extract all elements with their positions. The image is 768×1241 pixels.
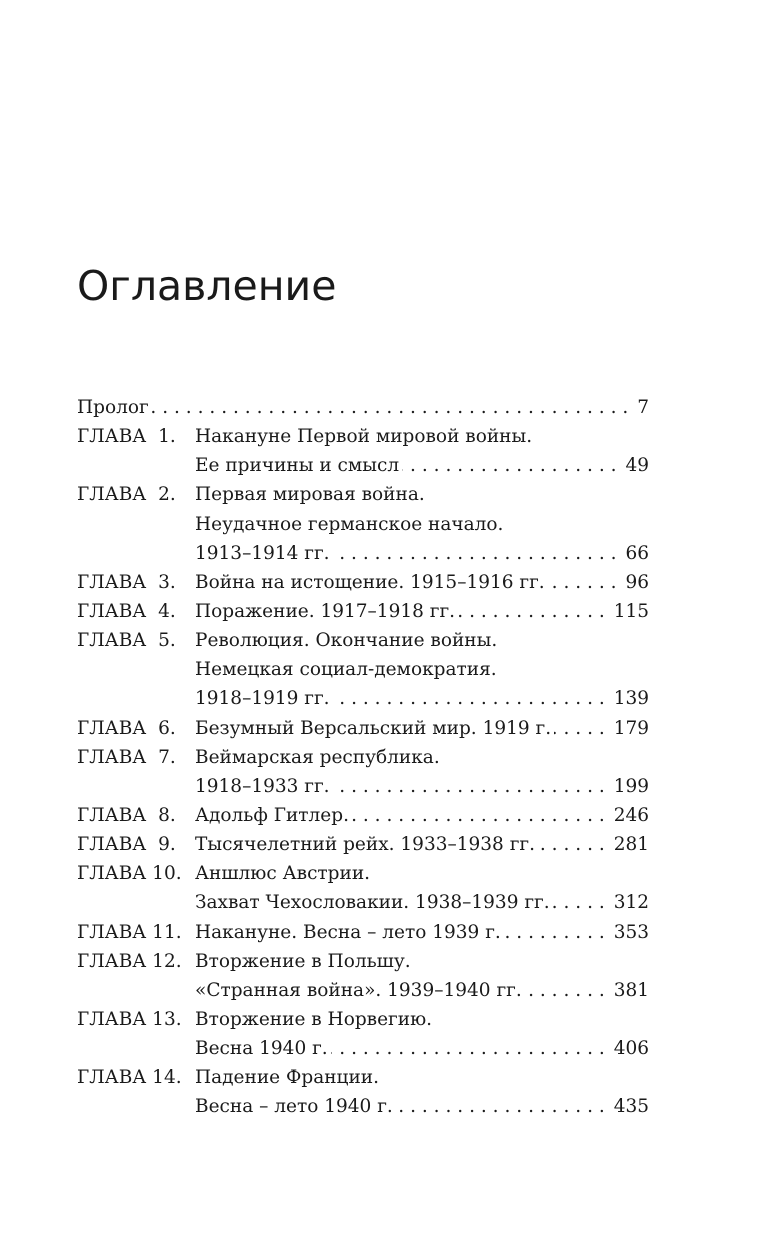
toc-entry-chapter-11[interactable]	[77, 918, 649, 947]
chapter-label: ГЛАВА 13.	[77, 1008, 182, 1030]
leader-dots	[352, 801, 611, 830]
toc-entry-chapter-13[interactable]	[77, 1005, 649, 1063]
toc-entry-title: Вторжение в Польшу.	[195, 950, 411, 972]
toc-entry-title: Ее причины и смысл	[195, 455, 400, 477]
toc-entry-chapter-8[interactable]	[77, 801, 649, 830]
leader-dots	[331, 1034, 611, 1063]
toc-page-number: 281	[613, 834, 649, 856]
toc-entry-title: Падение Франции.	[195, 1067, 379, 1089]
toc-entry-title: Революция. Окончание войны.	[195, 630, 498, 652]
leader-dots	[396, 1092, 611, 1121]
chapter-label: ГЛАВА 8.	[77, 804, 176, 826]
chapter-label: ГЛАВА 6.	[77, 717, 176, 739]
leader-dots	[538, 830, 611, 859]
toc-entry-title: 1913–1914 гг.	[195, 542, 330, 564]
toc-page-number: 246	[613, 804, 649, 826]
toc-entry-prologue[interactable]	[77, 393, 649, 422]
toc-entry-title: Безумный Версальский мир. 1919 г.	[195, 717, 552, 739]
toc-entry-chapter-14[interactable]	[77, 1063, 649, 1121]
chapter-label: ГЛАВА 7.	[77, 746, 176, 768]
toc-entry-title: Поражение. 1917–1918 гг.	[195, 600, 456, 622]
toc-entry-chapter-1[interactable]	[77, 422, 649, 480]
chapter-label: ГЛАВА 3.	[77, 571, 176, 593]
toc-entry-title: Аншлюс Австрии.	[195, 863, 371, 885]
chapter-label: ГЛАВА 4.	[77, 600, 176, 622]
leader-dots	[458, 597, 611, 626]
toc-entry-title: 1918–1933 гг.	[195, 775, 330, 797]
toc-entry-chapter-9[interactable]	[77, 830, 649, 859]
leader-dots	[333, 539, 623, 568]
toc-page-number: 381	[613, 979, 649, 1001]
leader-dots	[525, 976, 611, 1005]
toc-page-number: 139	[613, 688, 649, 710]
chapter-label: ГЛАВА 9.	[77, 834, 176, 856]
toc-page-number: 115	[613, 600, 649, 622]
chapter-label: ГЛАВА 2.	[77, 484, 176, 506]
toc-entry-title: Накануне Первой мировой войны.	[195, 426, 533, 448]
leader-dots	[402, 451, 622, 480]
leader-dots	[333, 772, 611, 801]
leader-dots	[504, 918, 611, 947]
toc-page-number: 199	[613, 775, 649, 797]
chapter-label: ГЛАВА 1.	[77, 426, 176, 448]
toc-page-number: 353	[613, 921, 649, 943]
toc-page-number: 435	[613, 1096, 649, 1118]
toc-entry-chapter-10[interactable]	[77, 859, 649, 917]
toc-entry-title: Весна – лето 1940 г.	[195, 1096, 393, 1118]
leader-dots	[548, 568, 623, 597]
chapter-label: ГЛАВА 10.	[77, 863, 182, 885]
toc-entry-chapter-7[interactable]	[77, 743, 649, 801]
toc-entry-title: Немецкая социал-демократия.	[195, 659, 497, 681]
toc-entry-title: Война на истощение. 1915–1916 гг.	[195, 571, 545, 593]
toc-page-number: 312	[613, 892, 649, 914]
toc-entry-title: Захват Чехословакии. 1938–1939 гг.	[195, 892, 550, 914]
toc-entry-title: Вторжение в Норвегию.	[195, 1008, 433, 1030]
toc-entry-chapter-12[interactable]	[77, 947, 649, 1005]
toc-entry-title: Накануне. Весна – лето 1939 г.	[195, 921, 501, 943]
leader-dots	[152, 393, 635, 422]
chapter-label: ГЛАВА 11.	[77, 921, 182, 943]
toc-entry-title: Адольф Гитлер.	[195, 804, 349, 826]
toc-page-number: 49	[625, 455, 649, 477]
toc-entry-chapter-5[interactable]	[77, 626, 649, 713]
toc-entry-title: Веймарская республика.	[195, 746, 440, 768]
page-title: Оглавление	[77, 262, 337, 310]
toc-entry-title: Первая мировая война.	[195, 484, 425, 506]
toc-entry-title: Неудачное германское начало.	[195, 513, 504, 535]
toc-page-number: 406	[613, 1038, 649, 1060]
toc-entry-title: Тысячелетний рейх. 1933–1938 гг.	[195, 834, 535, 856]
toc-entry-chapter-2[interactable]	[77, 480, 649, 567]
leader-dots	[553, 888, 611, 917]
toc-page-number: 7	[637, 397, 649, 418]
toc-page-number: 179	[613, 717, 649, 739]
toc-entry-title: Весна 1940 г.	[195, 1038, 328, 1060]
chapter-label: ГЛАВА 5.	[77, 630, 176, 652]
toc-page-number: 96	[625, 571, 649, 593]
toc-entry-chapter-4[interactable]	[77, 597, 649, 626]
toc-entry-title: 1918–1919 гг.	[195, 688, 330, 710]
toc-entry-chapter-3[interactable]	[77, 568, 649, 597]
toc-entry-chapter-6[interactable]	[77, 714, 649, 743]
toc-entry-title: Пролог	[77, 397, 149, 418]
leader-dots	[333, 684, 611, 713]
toc-entry-title: «Странная война». 1939–1940 гг.	[195, 979, 522, 1001]
chapter-label: ГЛАВА 14.	[77, 1067, 182, 1089]
chapter-label: ГЛАВА 12.	[77, 950, 182, 972]
leader-dots	[554, 714, 611, 743]
table-of-contents	[77, 393, 649, 1122]
toc-page-number: 66	[625, 542, 649, 564]
